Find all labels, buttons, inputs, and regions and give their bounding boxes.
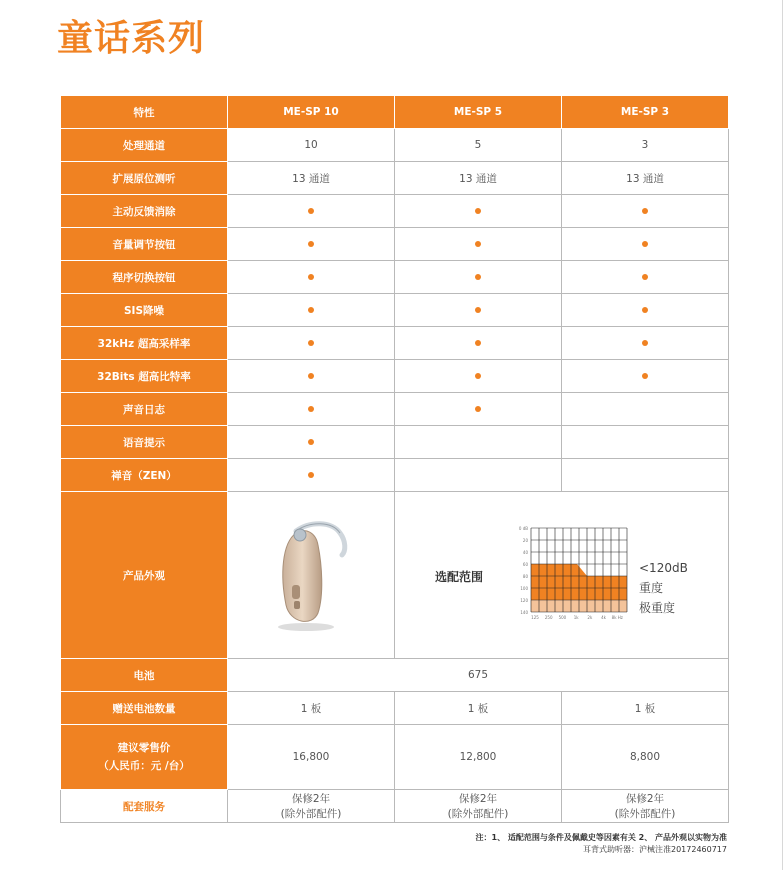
cell-value: 13 通道	[395, 162, 562, 195]
cell-value	[228, 195, 395, 228]
row-label: 赠送电池数量	[61, 692, 228, 725]
cell-value: 13 通道	[228, 162, 395, 195]
feature-dot-icon	[475, 307, 481, 313]
feature-dot-icon	[642, 208, 648, 214]
fitting-range-cell	[395, 492, 729, 659]
feature-dot-icon	[308, 241, 314, 247]
cell-value: 10	[228, 129, 395, 162]
feature-dot-icon	[308, 406, 314, 412]
row-label: 处理通道	[61, 129, 228, 162]
cell-value	[395, 327, 562, 360]
header-model-2: ME-SP 5	[395, 96, 562, 129]
row-label: 产品外观	[61, 492, 228, 659]
header-model-3: ME-SP 3	[562, 96, 729, 129]
table-row	[61, 393, 729, 426]
feature-dot-icon	[642, 241, 648, 247]
legend-level: <120dB	[639, 561, 688, 575]
cell-value: 1 板	[395, 692, 562, 725]
row-label: 语音提示	[61, 426, 228, 459]
y-tick-label: 80	[522, 574, 528, 579]
service-line2: (除外部配件)	[447, 808, 509, 820]
service-label: 配套服务	[61, 790, 228, 823]
cell-value	[228, 393, 395, 426]
table-row	[61, 327, 729, 360]
service-value	[562, 790, 729, 823]
cell-value: 3	[562, 129, 729, 162]
legend-severe: 重度	[639, 581, 664, 595]
cell-value	[228, 426, 395, 459]
cell-value: 5	[395, 129, 562, 162]
y-tick-label: 0 dB	[518, 526, 528, 531]
table-row	[61, 129, 729, 162]
legend-profound: 极重度	[639, 601, 676, 615]
y-tick-label: 40	[522, 550, 528, 555]
table-row	[61, 162, 729, 195]
price-label-line2: （人民币：元 /台）	[98, 760, 190, 772]
footnote-line1: 注：1、 适配范围与条件及佩戴史等因素有关 2、 产品外观以实物为准	[475, 833, 727, 842]
cell-value	[562, 228, 729, 261]
feature-dot-icon	[642, 373, 648, 379]
cell-value	[395, 261, 562, 294]
product-image-cell	[228, 492, 395, 659]
table-row	[61, 725, 729, 790]
cell-value	[395, 459, 562, 492]
feature-dot-icon	[308, 208, 314, 214]
table-row	[61, 459, 729, 492]
row-label: 禅音（ZEN）	[61, 459, 228, 492]
x-tick-label: 250	[544, 615, 553, 620]
row-label: 程序切换按钮	[61, 261, 228, 294]
service-line1: 保修2年	[458, 793, 498, 805]
feature-dot-icon	[308, 472, 314, 478]
cell-value	[562, 393, 729, 426]
table-row	[61, 261, 729, 294]
price-value: 12,800	[395, 725, 562, 790]
x-tick-label: 500	[558, 615, 567, 620]
footnote	[476, 832, 728, 856]
table-row	[61, 228, 729, 261]
header-feature: 特性	[61, 96, 228, 129]
feature-dot-icon	[475, 406, 481, 412]
feature-dot-icon	[642, 340, 648, 346]
page-title: 童话系列	[57, 18, 206, 59]
feature-dot-icon	[642, 274, 648, 280]
battery-value: 675	[228, 659, 729, 692]
fitting-legend	[639, 558, 688, 618]
cell-value	[395, 393, 562, 426]
y-tick-label: 140	[520, 610, 528, 615]
cell-value	[562, 261, 729, 294]
y-tick-label: 60	[522, 562, 528, 567]
cell-value: 1 板	[228, 692, 395, 725]
table-row	[61, 659, 729, 692]
feature-dot-icon	[475, 373, 481, 379]
fitting-range-title: 选配范围	[435, 570, 484, 584]
feature-dot-icon	[308, 340, 314, 346]
row-label: SIS降噪	[61, 294, 228, 327]
service-line2: (除外部配件)	[280, 808, 342, 820]
x-tick-label: 125	[531, 615, 539, 620]
cell-value	[228, 459, 395, 492]
feature-dot-icon	[475, 208, 481, 214]
feature-dot-icon	[308, 373, 314, 379]
feature-dot-icon	[642, 307, 648, 313]
cell-value	[228, 294, 395, 327]
price-value: 16,800	[228, 725, 395, 790]
row-label: 32kHz 超高采样率	[61, 327, 228, 360]
row-label: 主动反馈消除	[61, 195, 228, 228]
table-row	[61, 790, 729, 823]
table-row	[61, 294, 729, 327]
price-label-line1: 建议零售价	[117, 742, 171, 754]
row-label: 电池	[61, 659, 228, 692]
cell-value	[562, 459, 729, 492]
hearing-aid-image	[266, 515, 356, 635]
cell-value	[395, 195, 562, 228]
feature-dot-icon	[475, 241, 481, 247]
service-line1: 保修2年	[625, 793, 665, 805]
row-label: 32Bits 超高比特率	[61, 360, 228, 393]
cell-value	[562, 426, 729, 459]
feature-dot-icon	[475, 340, 481, 346]
x-tick-label: 2k	[587, 615, 593, 620]
row-label: 声音日志	[61, 393, 228, 426]
price-value: 8,800	[562, 725, 729, 790]
cell-value	[228, 360, 395, 393]
service-line1: 保修2年	[291, 793, 331, 805]
table-row	[61, 360, 729, 393]
row-label: 扩展原位测听	[61, 162, 228, 195]
cell-value	[395, 294, 562, 327]
table-row	[61, 426, 729, 459]
cell-value	[228, 261, 395, 294]
price-label	[61, 725, 228, 790]
cell-value	[562, 327, 729, 360]
feature-dot-icon	[475, 274, 481, 280]
service-value	[228, 790, 395, 823]
service-value	[395, 790, 562, 823]
y-tick-label: 120	[520, 598, 528, 603]
spec-table	[60, 95, 729, 823]
fitting-range	[395, 492, 728, 658]
header-model-1: ME-SP 10	[228, 96, 395, 129]
cell-value	[228, 228, 395, 261]
x-tick-label: 8k Hz	[611, 615, 623, 620]
row-label: 音量调节按钮	[61, 228, 228, 261]
feature-dot-icon	[308, 274, 314, 280]
cell-value	[395, 426, 562, 459]
cell-value	[562, 294, 729, 327]
feature-dot-icon	[308, 439, 314, 445]
cell-value	[562, 195, 729, 228]
cell-value: 1 板	[562, 692, 729, 725]
audiogram-chart	[513, 522, 633, 630]
cell-value	[228, 327, 395, 360]
footnote-line2: 耳背式助听器：沪械注准20172460717	[583, 845, 727, 854]
cell-value	[562, 360, 729, 393]
cell-value	[395, 360, 562, 393]
y-tick-label: 100	[520, 586, 528, 591]
y-tick-label: 20	[522, 538, 528, 543]
feature-dot-icon	[308, 307, 314, 313]
x-tick-label: 1k	[573, 615, 579, 620]
appearance-row	[61, 492, 729, 659]
service-line2: (除外部配件)	[614, 808, 676, 820]
table-row	[61, 195, 729, 228]
cell-value	[395, 228, 562, 261]
table-row	[61, 692, 729, 725]
cell-value: 13 通道	[562, 162, 729, 195]
x-tick-label: 4k	[601, 615, 607, 620]
